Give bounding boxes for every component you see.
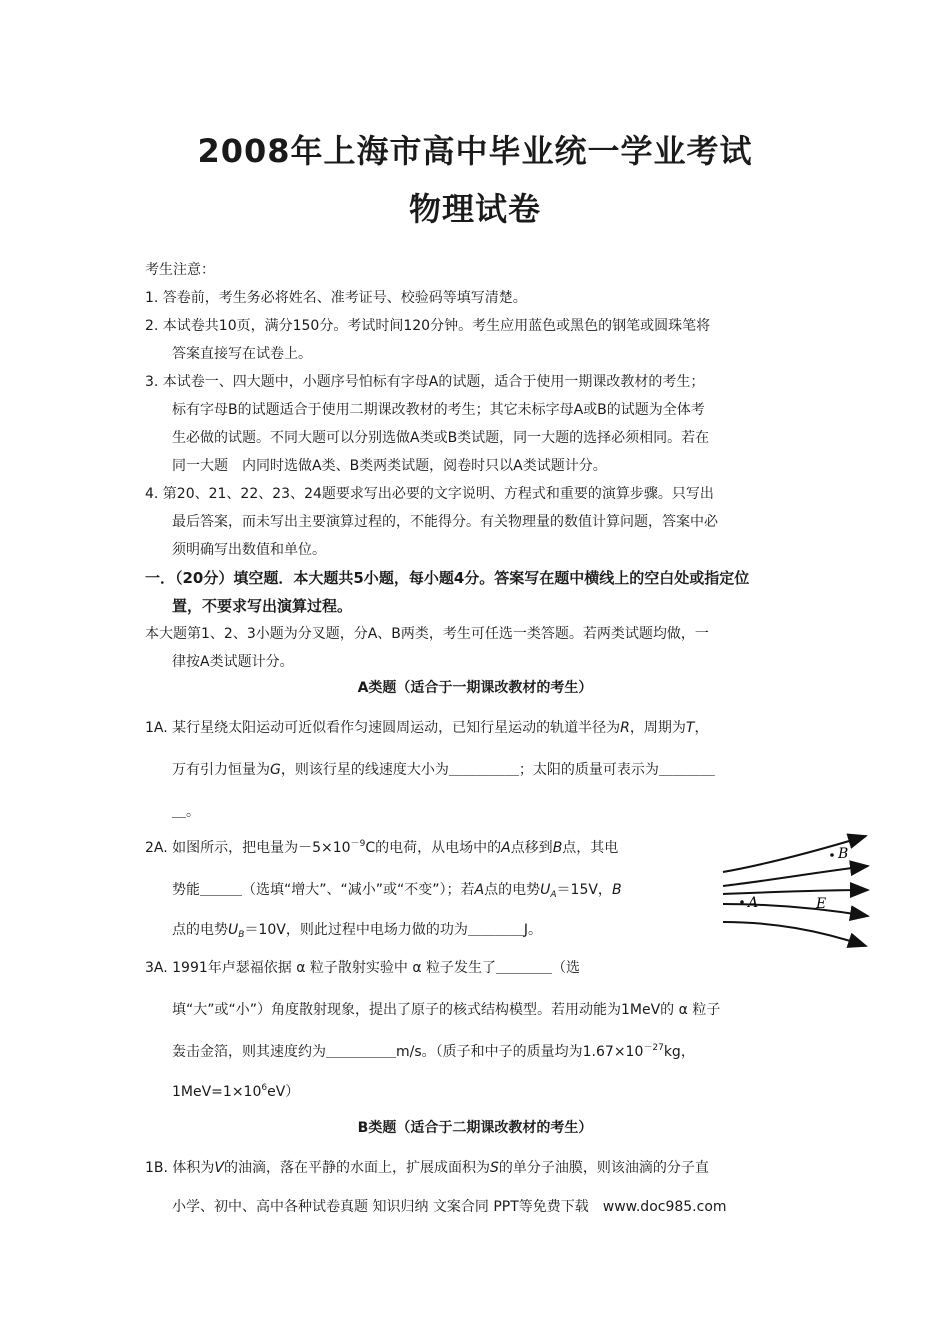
q2a-text: ＝10V，则此过程中电场力做的功为＿＿＿＿J。 — [244, 922, 542, 938]
q3a-line-1: 3A. 1991年卢瑟福依据 α 粒子散射实验中 α 粒子发生了＿＿＿＿（选 — [145, 960, 581, 976]
notice-1: 1. 答卷前，考生务必将姓名、准考证号、校验码等填写清楚。 — [145, 290, 527, 306]
q1a-text: ，周期为 — [629, 720, 686, 736]
q1a-text: 万有引力恒量为 — [172, 762, 270, 778]
notice-heading: 考生注意： — [145, 262, 215, 278]
notice-3a: 3. 本试卷一、四大题中，小题序号怕标有字母A的试题，适合于使用一期课改教材的考生； — [145, 374, 705, 390]
exam-subtitle: 物理试卷 — [408, 190, 541, 228]
exam-title: 2008年上海市高中毕业统一学业考试 — [197, 132, 753, 170]
var-S: S — [490, 1160, 499, 1176]
var-V: V — [214, 1160, 224, 1176]
exponent: －27 — [643, 1043, 664, 1053]
q2a-line-2 — [172, 880, 622, 900]
q1a-text: ，则该行星的线速度大小为＿＿＿＿＿；太阳的质量可表示为＿＿＿＿ — [280, 762, 715, 778]
q3a-text: 轰击金箔，则其速度约为＿＿＿＿＿m/s。（质子和中子的质量均为1.67×10 — [172, 1044, 644, 1060]
q3a-text: kg， — [663, 1044, 695, 1060]
notice-3d: 同一大题 内同时选做A类、B类两类试题，阅卷时只以A类试题计分。 — [172, 458, 607, 474]
q1b-text: 的单分子油膜，则该油滴的分子直 — [498, 1160, 709, 1176]
q2a-text: 点移到 — [510, 840, 553, 856]
q1a-line-1 — [145, 718, 708, 738]
q2a-text: 点，其电 — [562, 840, 619, 856]
notice-2a: 2. 本试卷共10页，满分150分。考试时间120分钟。考生应用蓝色或黑色的钢笔或圆珠笔将 — [145, 318, 711, 334]
q2a-text: 势能＿＿＿（选填“增大”、“减小”或“不变”）；若 — [172, 882, 475, 898]
point-A: A — [474, 882, 485, 898]
exponent: －9 — [350, 839, 366, 849]
q1a-text: 1A. 某行星绕太阳运动可近似看作匀速圆周运动，已知行星运动的轨道半径为 — [145, 720, 621, 736]
point-B-dot — [830, 853, 834, 857]
point-A: A — [501, 840, 511, 856]
field-line — [723, 890, 868, 894]
q1b-text: 的油滴，落在平静的水面上，扩展成面积为 — [224, 1160, 490, 1176]
q2a-line-3 — [172, 920, 542, 940]
footer-ad: 小学、初中、高中各种试卷真题 知识归纳 文案合同 PPT等免费下载 www.doc985.com — [172, 1199, 727, 1215]
label-A: A — [748, 895, 759, 911]
q1a-line-2 — [172, 760, 715, 780]
q2a-text: C的电荷，从电场中的 — [365, 840, 502, 856]
notice-4a: 4. 第20、21、22、23、24题要求写出必要的文字说明、方程式和重要的演算步骤。只写出 — [145, 486, 714, 502]
q2a-text: ＝15V， — [556, 882, 612, 898]
q2a-line-1 — [145, 838, 618, 858]
a-type-title: A类题（适合于一期课改教材的考生） — [357, 680, 593, 696]
field-line — [723, 922, 866, 946]
q3a-line-4 — [172, 1082, 299, 1102]
q3a-line-2: 填“大”或“小”）角度散射现象，提出了原子的核式结构模型。若用动能为1MeV的 α 粒子 — [172, 1002, 721, 1018]
section1-heading-b: 置，不要求写出演算过程。 — [172, 597, 353, 615]
subscript: A — [550, 890, 557, 900]
var-T: T — [685, 720, 695, 736]
notice-3c: 生必做的试题。不同大题可以分别选做A类或B类试题，同一大题的选择必须相同。若在 — [172, 430, 710, 446]
subscript: B — [238, 930, 245, 940]
b-type-title: B类题（适合于二期课改教材的考生） — [357, 1120, 593, 1136]
point-B: B — [611, 882, 622, 898]
var-G: G — [270, 762, 281, 778]
notice-3b: 标有字母B的试题适合于使用二期课改教材的考生；其它未标字母A或B的试题为全体考 — [172, 402, 705, 418]
label-B: B — [838, 846, 849, 862]
notice-2b: 答案直接写在试卷上。 — [172, 346, 312, 362]
q1b-line-1 — [145, 1158, 709, 1178]
field-line — [723, 904, 868, 916]
q2a-text: 2A. 如图所示，把电量为－5×10 — [145, 840, 351, 856]
exponent: 6 — [261, 1083, 268, 1093]
q1a-text: ， — [694, 720, 709, 736]
section1-intro-a: 本大题第1、2、3小题为分叉题，分A、B两类，考生可任选一类答题。若两类试题均做，一 — [145, 626, 709, 642]
q1a-line-3: ＿。 — [172, 804, 200, 820]
var-R: R — [620, 720, 630, 736]
var-U: U — [228, 922, 239, 938]
q2a-text: 点的电势 — [172, 922, 228, 938]
electric-field-figure — [718, 828, 878, 958]
section1-intro-b: 律按A类试题计分。 — [172, 654, 294, 670]
var-U: U — [540, 882, 551, 898]
notice-4c: 须明确写出数值和单位。 — [172, 542, 326, 558]
point-B: B — [552, 840, 563, 856]
label-E: E — [816, 896, 827, 912]
q1b-text: 1B. 体积为 — [145, 1160, 215, 1176]
field-line — [723, 866, 868, 886]
q3a-line-3 — [172, 1042, 695, 1062]
notice-4b: 最后答案，而未写出主要演算过程的，不能得分。有关物理量的数值计算问题，答案中必 — [172, 514, 718, 530]
q3a-text: 1MeV=1×10 — [172, 1084, 262, 1100]
section1-heading-a: 一．（20分）填空题．本大题共5小题，每小题4分。答案写在题中横线上的空白处或指定位 — [145, 569, 750, 587]
point-A-dot — [740, 900, 744, 904]
q2a-text: 点的电势 — [484, 882, 541, 898]
q3a-text: eV） — [267, 1084, 300, 1100]
